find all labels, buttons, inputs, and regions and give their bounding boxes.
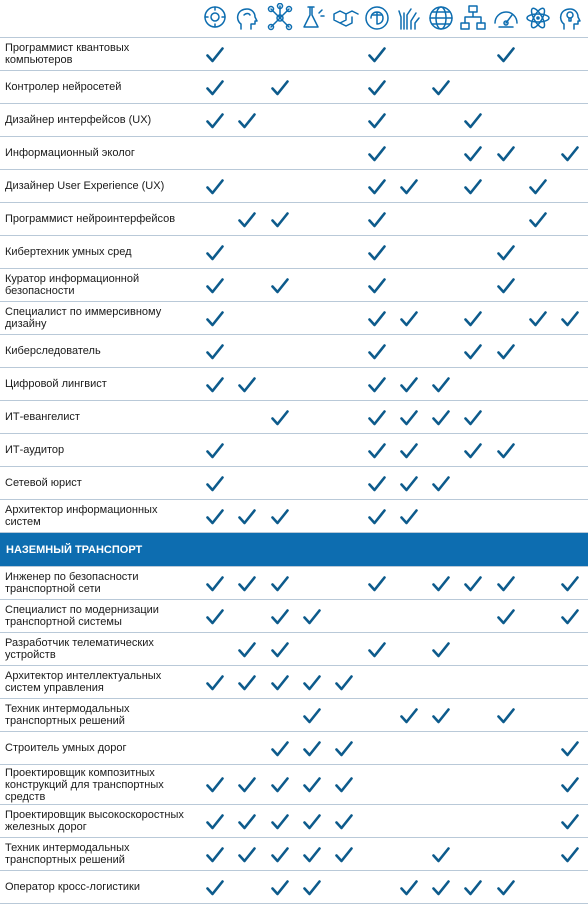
checkmark-icon bbox=[497, 245, 515, 261]
checkmark-icon bbox=[206, 847, 224, 863]
checkmark-icon bbox=[432, 476, 450, 492]
checkmark-icon bbox=[497, 146, 515, 162]
checkmark-icon bbox=[303, 880, 321, 896]
checkmark-icon bbox=[464, 113, 482, 129]
checkmark-icon bbox=[497, 880, 515, 896]
profession-name: Контролер нейросетей bbox=[5, 81, 122, 93]
brain-head-icon bbox=[232, 3, 262, 33]
checkmark-icon bbox=[400, 410, 418, 426]
checkmark-icon bbox=[464, 311, 482, 327]
table-row bbox=[0, 567, 588, 600]
checkmark-icon bbox=[400, 377, 418, 393]
table-row bbox=[0, 302, 588, 335]
checkmark-icon bbox=[368, 410, 386, 426]
checkmark-icon bbox=[206, 509, 224, 525]
profession-name: Техник интермодальных транспортных решений bbox=[5, 842, 130, 866]
checkmark-icon bbox=[529, 212, 547, 228]
checkmark-icon bbox=[400, 708, 418, 724]
profession-name: Оператор кросс-логистики bbox=[5, 881, 140, 893]
checkmark-icon bbox=[271, 814, 289, 830]
globe-icon bbox=[426, 3, 456, 33]
checkmark-icon bbox=[206, 80, 224, 96]
checkmark-icon bbox=[497, 443, 515, 459]
profession-name: Цифровой лингвист bbox=[5, 378, 107, 390]
table-row bbox=[0, 633, 588, 666]
checkmark-icon bbox=[368, 443, 386, 459]
checkmark-icon bbox=[271, 741, 289, 757]
checkmark-icon bbox=[561, 311, 579, 327]
checkmark-icon bbox=[303, 847, 321, 863]
table-row bbox=[0, 71, 588, 104]
checkmark-icon bbox=[303, 814, 321, 830]
checkmark-icon bbox=[238, 509, 256, 525]
checkmark-icon bbox=[206, 476, 224, 492]
checkmark-icon bbox=[238, 675, 256, 691]
table-row bbox=[0, 600, 588, 633]
checkmark-icon bbox=[206, 814, 224, 830]
checkmark-icon bbox=[529, 311, 547, 327]
checkmark-icon bbox=[368, 146, 386, 162]
checkmark-icon bbox=[335, 847, 353, 863]
profession-name: Информационный эколог bbox=[5, 147, 135, 159]
checkmark-icon bbox=[271, 278, 289, 294]
checkmark-icon bbox=[561, 847, 579, 863]
checkmark-icon bbox=[368, 642, 386, 658]
checkmark-icon bbox=[497, 576, 515, 592]
profession-name: Архитектор интеллектуальных систем управления bbox=[5, 670, 162, 694]
profession-name: Строитель умных дорог bbox=[5, 742, 127, 754]
checkmark-icon bbox=[432, 708, 450, 724]
checkmark-icon bbox=[368, 311, 386, 327]
atom-icon bbox=[523, 3, 553, 33]
checkmark-icon bbox=[271, 675, 289, 691]
checkmark-icon bbox=[368, 245, 386, 261]
table-row bbox=[0, 805, 588, 838]
profession-name: Проектировщик композитных конструкций для транспортных средств bbox=[5, 766, 164, 803]
profession-name: Программист квантовых компьютеров bbox=[5, 42, 130, 66]
checkmark-icon bbox=[238, 777, 256, 793]
profession-name: ИТ-аудитор bbox=[5, 444, 65, 456]
profession-name: Техник интермодальных транспортных решений bbox=[5, 703, 130, 727]
checkmark-icon bbox=[206, 344, 224, 360]
checkmark-icon bbox=[368, 576, 386, 592]
checkmark-icon bbox=[497, 609, 515, 625]
checkmark-icon bbox=[497, 344, 515, 360]
speedometer-icon bbox=[491, 3, 521, 33]
checkmark-icon bbox=[206, 113, 224, 129]
lab-flask-icon bbox=[297, 3, 327, 33]
profession-name: Разработчик телематических устройств bbox=[5, 637, 154, 661]
checkmark-icon bbox=[206, 880, 224, 896]
lightbulb-head-icon bbox=[555, 3, 585, 33]
checkmark-icon bbox=[206, 245, 224, 261]
table-row bbox=[0, 500, 588, 533]
checkmark-icon bbox=[561, 576, 579, 592]
checkmark-icon bbox=[432, 642, 450, 658]
checkmark-icon bbox=[368, 179, 386, 195]
checkmark-icon bbox=[303, 609, 321, 625]
table-row bbox=[0, 236, 588, 269]
checkmark-icon bbox=[206, 777, 224, 793]
checkmark-icon bbox=[303, 675, 321, 691]
checkmark-icon bbox=[238, 847, 256, 863]
checkmark-icon bbox=[271, 880, 289, 896]
table-row bbox=[0, 467, 588, 500]
table-row bbox=[0, 203, 588, 236]
profession-name: Проектировщик высокоскоростных железных дорог bbox=[5, 809, 184, 833]
checkmark-icon bbox=[206, 609, 224, 625]
checkmark-icon bbox=[238, 576, 256, 592]
table-row bbox=[0, 838, 588, 871]
profession-name: Киберследователь bbox=[5, 345, 101, 357]
hands-icon bbox=[394, 3, 424, 33]
checkmark-icon bbox=[561, 814, 579, 830]
checkmark-icon bbox=[238, 377, 256, 393]
checkmark-icon bbox=[206, 576, 224, 592]
icon-header-row bbox=[0, 0, 588, 38]
profession-name: Специалист по модернизации транспортной системы bbox=[5, 604, 159, 628]
checkmark-icon bbox=[400, 179, 418, 195]
checkmark-icon bbox=[335, 814, 353, 830]
checkmark-icon bbox=[368, 278, 386, 294]
checkmark-icon bbox=[432, 576, 450, 592]
checkmark-icon bbox=[368, 509, 386, 525]
checkmark-icon bbox=[335, 675, 353, 691]
checkmark-icon bbox=[238, 113, 256, 129]
checkmark-icon bbox=[368, 113, 386, 129]
table-row bbox=[0, 871, 588, 904]
checkmark-icon bbox=[497, 708, 515, 724]
checkmark-icon bbox=[271, 609, 289, 625]
profession-name: Специалист по иммерсивному дизайну bbox=[5, 306, 162, 330]
profession-name: Сетевой юрист bbox=[5, 477, 82, 489]
checkmark-icon bbox=[271, 80, 289, 96]
checkmark-icon bbox=[464, 410, 482, 426]
checkmark-icon bbox=[206, 311, 224, 327]
gear-head-icon bbox=[200, 3, 230, 33]
checkmark-icon bbox=[271, 509, 289, 525]
checkmark-icon bbox=[206, 47, 224, 63]
network-nodes-icon bbox=[265, 3, 295, 33]
checkmark-icon bbox=[432, 847, 450, 863]
table-row bbox=[0, 765, 588, 805]
checkmark-icon bbox=[464, 443, 482, 459]
profession-name: Куратор информационной безопасности bbox=[5, 273, 140, 297]
table-row bbox=[0, 732, 588, 765]
checkmark-icon bbox=[400, 509, 418, 525]
checkmark-icon bbox=[529, 179, 547, 195]
checkmark-icon bbox=[238, 642, 256, 658]
checkmark-icon bbox=[206, 278, 224, 294]
checkmark-icon bbox=[400, 880, 418, 896]
checkmark-icon bbox=[206, 179, 224, 195]
checkmark-icon bbox=[432, 377, 450, 393]
checkmark-icon bbox=[303, 777, 321, 793]
table-row bbox=[0, 699, 588, 732]
table-row bbox=[0, 401, 588, 434]
checkmark-icon bbox=[400, 443, 418, 459]
table-row bbox=[0, 104, 588, 137]
checkmark-icon bbox=[368, 47, 386, 63]
table-row bbox=[0, 335, 588, 368]
checkmark-icon bbox=[206, 377, 224, 393]
brain-circuit-icon bbox=[362, 3, 392, 33]
profession-name: Архитектор информационных систем bbox=[5, 504, 158, 528]
profession-name: Дизайнер User Experience (UX) bbox=[5, 180, 165, 192]
checkmark-icon bbox=[561, 146, 579, 162]
checkmark-icon bbox=[400, 476, 418, 492]
table-row bbox=[0, 434, 588, 467]
checkmark-icon bbox=[464, 344, 482, 360]
checkmark-icon bbox=[432, 880, 450, 896]
checkmark-icon bbox=[271, 847, 289, 863]
checkmark-icon bbox=[271, 212, 289, 228]
checkmark-icon bbox=[368, 377, 386, 393]
checkmark-icon bbox=[400, 311, 418, 327]
checkmark-icon bbox=[206, 443, 224, 459]
profession-name: Инженер по безопасности транспортной сети bbox=[5, 571, 139, 595]
checkmark-icon bbox=[271, 410, 289, 426]
checkmark-icon bbox=[335, 741, 353, 757]
checkmark-icon bbox=[464, 880, 482, 896]
profession-name: Дизайнер интерфейсов (UX) bbox=[5, 114, 152, 126]
table-row bbox=[0, 666, 588, 699]
cubes-icon bbox=[329, 3, 359, 33]
checkmark-icon bbox=[238, 814, 256, 830]
checkmark-icon bbox=[271, 777, 289, 793]
checkmark-icon bbox=[368, 212, 386, 228]
profession-name: Кибертехник умных сред bbox=[5, 246, 132, 258]
table-row bbox=[0, 368, 588, 401]
checkmark-icon bbox=[368, 344, 386, 360]
section-header: НАЗЕМНЫЙ ТРАНСПОРТ bbox=[0, 533, 588, 567]
checkmark-icon bbox=[497, 278, 515, 294]
checkmark-icon bbox=[271, 642, 289, 658]
checkmark-icon bbox=[432, 410, 450, 426]
org-chart-icon bbox=[458, 3, 488, 33]
checkmark-icon bbox=[497, 47, 515, 63]
checkmark-icon bbox=[464, 576, 482, 592]
profession-name: ИТ-евангелист bbox=[5, 411, 80, 423]
table-row bbox=[0, 269, 588, 302]
checkmark-icon bbox=[464, 179, 482, 195]
checkmark-icon bbox=[432, 80, 450, 96]
checkmark-icon bbox=[335, 777, 353, 793]
checkmark-icon bbox=[238, 212, 256, 228]
table-body bbox=[0, 38, 588, 904]
checkmark-icon bbox=[561, 741, 579, 757]
checkmark-icon bbox=[303, 708, 321, 724]
table-row bbox=[0, 170, 588, 203]
checkmark-icon bbox=[561, 777, 579, 793]
checkmark-icon bbox=[464, 146, 482, 162]
checkmark-icon bbox=[271, 576, 289, 592]
checkmark-icon bbox=[206, 675, 224, 691]
checkmark-icon bbox=[561, 609, 579, 625]
checkmark-icon bbox=[368, 476, 386, 492]
checkmark-icon bbox=[303, 741, 321, 757]
table-row bbox=[0, 38, 588, 71]
checkmark-icon bbox=[368, 80, 386, 96]
table-row bbox=[0, 137, 588, 170]
profession-name: Программист нейроинтерфейсов bbox=[5, 213, 176, 225]
